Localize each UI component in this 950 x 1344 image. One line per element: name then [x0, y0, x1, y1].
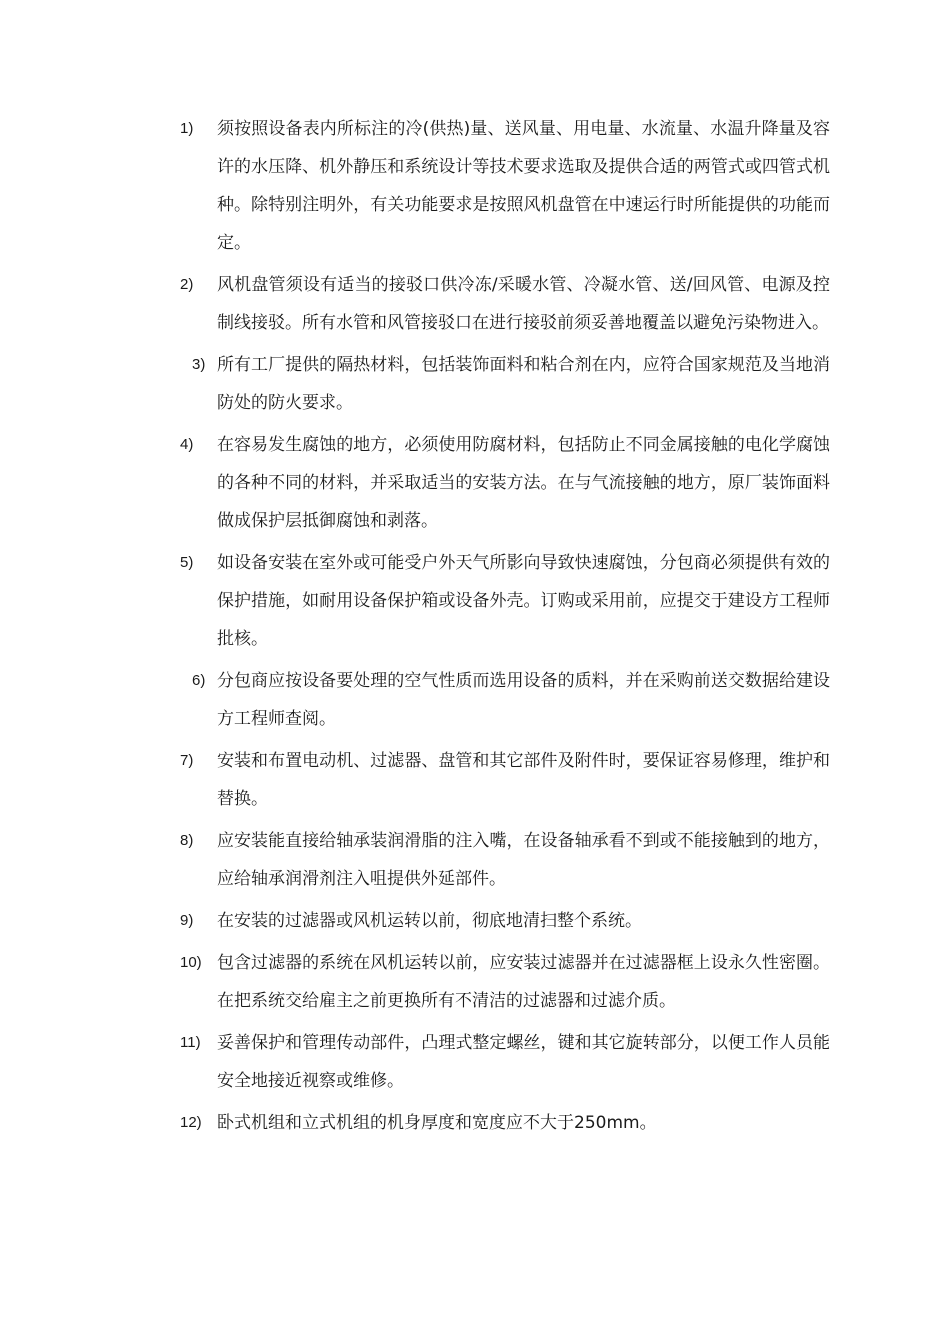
item-number: 12) — [180, 1114, 202, 1131]
item-text: 卧式机组和立式机组的机身厚度和宽度应不大于250mm。 — [217, 1113, 657, 1133]
list-item — [180, 544, 830, 658]
item-number: 5) — [180, 554, 194, 571]
item-number: 11) — [180, 1034, 201, 1051]
item-number: 9) — [180, 912, 194, 929]
list-item — [180, 822, 830, 898]
item-number: 6) — [192, 672, 206, 689]
item-text: 如设备安装在室外或可能受户外天气所影向导致快速腐蚀，分包商必须提供有效的保护措施，如耐用设备保护箱或设备外壳。订购或采用前，应提交于建设方工程师批核。 — [217, 553, 830, 649]
item-number: 2) — [180, 276, 194, 293]
list-item — [180, 742, 830, 818]
item-text: 须按照设备表内所标注的冷(供热)量、送风量、用电量、水流量、水温升降量及容许的水压降、机外静压和系统设计等技术要求选取及提供合适的两管式或四管式机种。除特别注明外，有关功能要求是按照风机盘管在中速运行时所能提供的功能而定。 — [217, 119, 830, 253]
list-item — [180, 346, 830, 422]
item-text: 在容易发生腐蚀的地方，必须使用防腐材料，包括防止不同金属接触的电化学腐蚀的各种不同的材料，并采取适当的安装方法。在与气流接触的地方，原厂装饰面料做成保护层抵御腐蚀和剥落。 — [217, 435, 830, 531]
item-number: 7) — [180, 752, 194, 769]
requirements-list — [180, 110, 830, 1146]
list-item — [180, 426, 830, 540]
item-text: 所有工厂提供的隔热材料，包括装饰面料和粘合剂在内，应符合国家规范及当地消防处的防火要求。 — [217, 355, 830, 413]
item-number: 1) — [180, 120, 194, 137]
item-text: 分包商应按设备要处理的空气性质而选用设备的质料，并在采购前送交数据给建设方工程师查阅。 — [217, 671, 830, 729]
list-item — [180, 662, 830, 738]
list-item — [180, 1024, 830, 1100]
list-item — [180, 1104, 830, 1142]
item-text: 安装和布置电动机、过滤器、盘管和其它部件及附件时，要保证容易修理，维护和替换。 — [217, 751, 830, 809]
list-item — [180, 902, 830, 940]
item-text: 妥善保护和管理传动部件，凸理式整定螺丝，键和其它旋转部分，以便工作人员能安全地接近视察或维修。 — [217, 1033, 830, 1091]
item-number: 10) — [180, 954, 202, 971]
item-text: 包含过滤器的系统在风机运转以前，应安装过滤器并在过滤器框上设永久性密圈。在把系统交给雇主之前更换所有不清洁的过滤器和过滤介质。 — [217, 953, 830, 1011]
item-number: 3) — [192, 356, 206, 373]
item-number: 8) — [180, 832, 194, 849]
item-text: 风机盘管须设有适当的接驳口供冷冻/采暖水管、冷凝水管、送/回风管、电源及控制线接驳。所有水管和风管接驳口在进行接驳前须妥善地覆盖以避免污染物进入。 — [217, 275, 830, 333]
item-text: 应安装能直接给轴承装润滑脂的注入嘴，在设备轴承看不到或不能接触到的地方，应给轴承润滑剂注入咀提供外延部件。 — [217, 831, 830, 889]
list-item — [180, 110, 830, 262]
item-number: 4) — [180, 436, 194, 453]
list-item — [180, 944, 830, 1020]
list-item — [180, 266, 830, 342]
item-text: 在安装的过滤器或风机运转以前，彻底地清扫整个系统。 — [217, 911, 642, 931]
